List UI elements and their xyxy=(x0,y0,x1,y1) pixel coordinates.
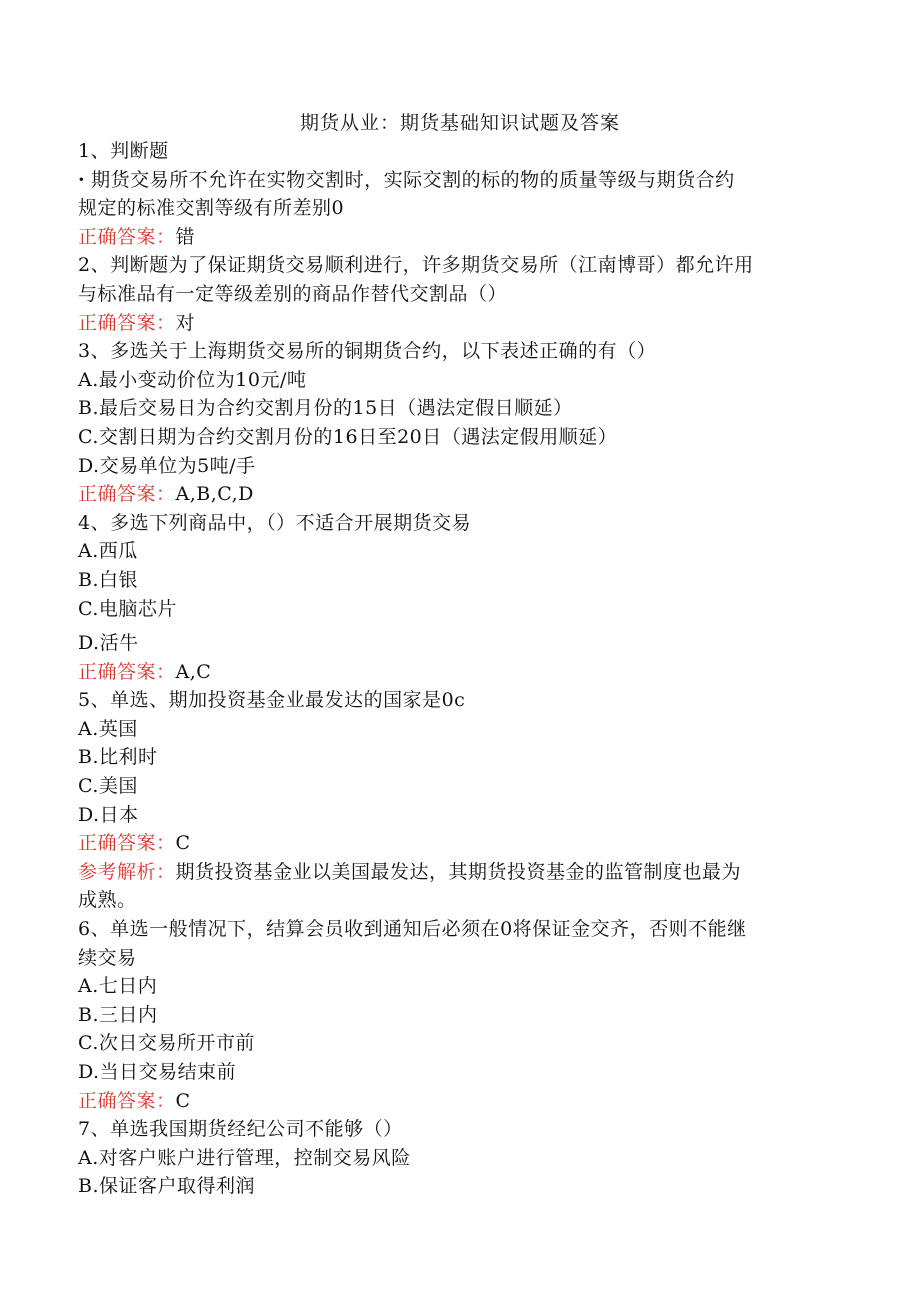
document-title: 期货从业：期货基础知识试题及答案 xyxy=(299,112,620,134)
option-a: A.西瓜 xyxy=(78,540,138,563)
answer-label: 正确答案： xyxy=(78,660,176,683)
question-3 xyxy=(78,337,838,509)
question-1 xyxy=(78,137,838,251)
question-text-line-1: 2、判断题为了保证期货交易顺利进行，许多期货交易所（江南博哥）都允许用 xyxy=(78,254,754,277)
option-a: A.英国 xyxy=(78,717,138,740)
analysis-text-line-2: 成熟。 xyxy=(78,889,137,912)
option-c: C.次日交易所开市前 xyxy=(78,1032,255,1055)
question-text xyxy=(78,166,838,195)
question-text: 7、单选我国期货经纪公司不能够（） xyxy=(78,1118,403,1141)
answer-value: 错 xyxy=(175,225,196,248)
question-text-line-1: 期货交易所不允许在实物交割时，实际交割的标的物的质量等级与期货合约 xyxy=(91,168,735,191)
option-b: B.三日内 xyxy=(78,1003,158,1026)
option-d: D.活牛 xyxy=(78,632,139,655)
question-list xyxy=(78,137,838,1201)
option-b: B.最后交易日为合约交割月份的15日（遇法定假日顺延） xyxy=(78,397,573,420)
option-d: D.交易单位为5吨/手 xyxy=(78,454,256,477)
option-a: A.对客户账户进行管理，控制交易风险 xyxy=(78,1146,411,1169)
answer-line xyxy=(78,309,838,338)
question-4 xyxy=(78,509,838,687)
answer-value: A,B,C,D xyxy=(175,483,254,506)
question-6 xyxy=(78,915,838,1115)
answer-line xyxy=(78,1087,838,1116)
answer-value: C xyxy=(175,832,191,855)
option-d: D.当日交易结束前 xyxy=(78,1061,237,1083)
question-header: 1、判断题 xyxy=(78,140,169,162)
analysis-label: 参考解析： xyxy=(78,860,176,883)
question-text-line-2: 规定的标准交割等级有所差别0 xyxy=(78,197,345,220)
answer-label: 正确答案： xyxy=(78,832,176,855)
option-a: A.七日内 xyxy=(78,975,158,998)
bullet-dot: · xyxy=(78,168,86,191)
question-text: 5、单选、期加投资基金业最发达的国家是0c xyxy=(78,689,466,712)
answer-line xyxy=(78,480,838,509)
question-5 xyxy=(78,686,838,915)
question-text-line-2: 续交易 xyxy=(78,946,137,969)
option-b: B.比利时 xyxy=(78,746,158,769)
question-text: 4、多选下列商品中，（）不适合开展期货交易 xyxy=(78,511,472,534)
answer-value: A,C xyxy=(175,660,212,683)
question-2 xyxy=(78,251,838,337)
question-7 xyxy=(78,1115,838,1201)
answer-label: 正确答案： xyxy=(78,483,176,506)
option-c: C.电脑芯片 xyxy=(78,597,177,620)
option-b: B.保证客户取得利润 xyxy=(78,1175,256,1198)
analysis-text-line-1: 期货投资基金业以美国最发达，其期货投资基金的监管制度也最为 xyxy=(175,860,742,883)
answer-value: C xyxy=(175,1089,191,1112)
option-a: A.最小变动价位为10元/吨 xyxy=(78,368,307,391)
question-text-line-2: 与标准品有一定等级差别的商品作替代交割品（） xyxy=(78,282,508,305)
answer-label: 正确答案： xyxy=(78,311,176,334)
answer-line xyxy=(78,829,838,858)
option-b: B.白银 xyxy=(78,568,139,591)
option-c: C.交割日期为合约交割月份的16日至20日（遇法定假用顺延） xyxy=(78,425,618,448)
question-text: 3、多选关于上海期货交易所的铜期货合约，以下表述正确的有（） xyxy=(78,340,657,363)
analysis-line xyxy=(78,858,838,887)
option-d: D.日本 xyxy=(78,803,139,826)
answer-line xyxy=(78,223,838,252)
answer-line xyxy=(78,658,838,687)
option-c: C.美国 xyxy=(78,775,138,798)
answer-label: 正确答案： xyxy=(78,1089,176,1112)
answer-value: 对 xyxy=(175,311,196,334)
answer-label: 正确答案： xyxy=(78,225,176,248)
question-text-line-1: 6、单选一般情况下，结算会员收到通知后必须在0将保证金交齐，否则不能继 xyxy=(78,918,747,941)
